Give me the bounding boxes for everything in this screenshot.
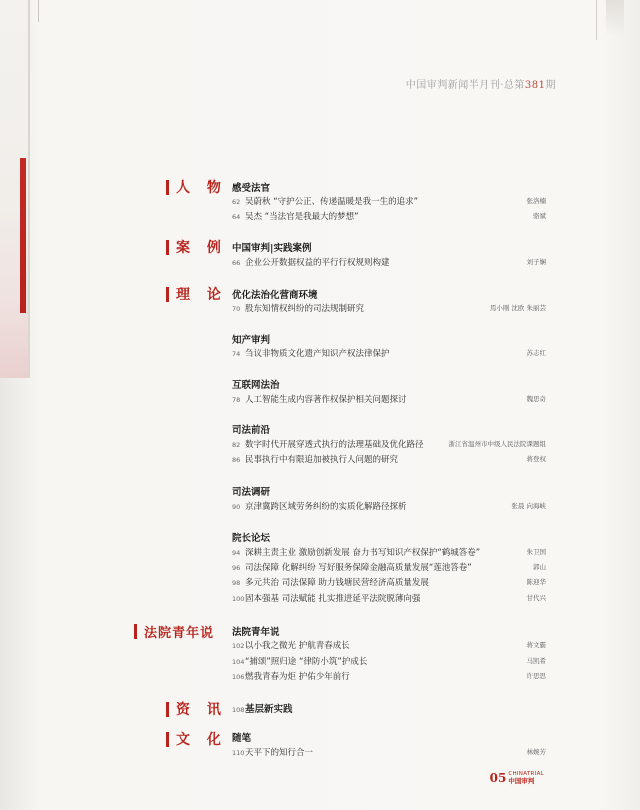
- column-title: 知产审判: [232, 335, 271, 346]
- section-anli[interactable]: [166, 237, 227, 257]
- entry-author: 蒋登权: [526, 455, 546, 463]
- column-title: 中国审判|实践案例: [232, 243, 312, 254]
- page-footer: [490, 771, 544, 785]
- section-renwu[interactable]: [166, 177, 227, 197]
- entry-author: 苏志红: [526, 349, 546, 357]
- section-lilun[interactable]: [166, 284, 227, 304]
- entry-title: 固本强基 司法赋能 扎实推进延平法院脱薄向强: [245, 594, 421, 604]
- section-zixun[interactable]: [166, 699, 227, 719]
- column-title: 法院青年说: [232, 627, 280, 638]
- section-marker: [166, 240, 169, 255]
- entry-page: 86: [232, 456, 241, 464]
- toc-entry[interactable]: [232, 500, 546, 512]
- section-label: 法院青年说: [144, 626, 215, 641]
- entry-page: 78: [232, 396, 241, 404]
- page-crease: [596, 0, 597, 40]
- section-wenhua[interactable]: [166, 729, 227, 749]
- toc-entry[interactable]: [232, 393, 546, 405]
- entry-author: 陈迎华: [526, 578, 546, 586]
- toc-entry[interactable]: [232, 302, 546, 314]
- section-marker: [166, 702, 169, 717]
- section-label: 人 物: [176, 180, 227, 196]
- toc-entry[interactable]: [232, 592, 546, 604]
- entry-page: 108: [232, 706, 245, 714]
- toc-entry[interactable]: [232, 210, 546, 222]
- toc-entry[interactable]: [232, 438, 546, 450]
- toc-entry[interactable]: [232, 347, 546, 359]
- entry-title: 股东知情权纠纷的司法规制研究: [245, 304, 365, 314]
- journal-name: 中国审判新闻半月刊·总第: [405, 80, 525, 91]
- page-edge-line: [28, 0, 30, 378]
- entry-author: 蒋文霸: [526, 641, 546, 649]
- brand-chinese: 中国审判: [508, 777, 535, 785]
- toc-entry[interactable]: [232, 746, 546, 758]
- entry-author: 张洛楠: [526, 197, 546, 205]
- entry-title: 京津冀跨区域劳务纠纷的实质化解路径探析: [245, 502, 407, 512]
- entry-title: 民事执行中有限追加被执行人问题的研究: [245, 455, 399, 465]
- entry-author: 骆斌: [533, 212, 546, 220]
- column-title: 司法前沿: [232, 425, 271, 436]
- entry-title: 燃我青春为炬 护佑少年前行: [245, 672, 350, 682]
- section-marker: [166, 180, 169, 195]
- entry-page: 62: [232, 198, 241, 206]
- column-title: 司法调研: [232, 487, 271, 498]
- toc-entry[interactable]: [232, 639, 546, 651]
- toc-entry[interactable]: [232, 655, 546, 667]
- section-label: 案 例: [176, 240, 227, 256]
- entry-page: 90: [232, 503, 241, 511]
- toc-entry[interactable]: [232, 453, 546, 465]
- entry-author: 马凯希: [526, 657, 546, 665]
- toc-entry[interactable]: [232, 256, 546, 268]
- journal-header: [406, 76, 556, 91]
- section-marker: [166, 732, 169, 747]
- section-label: 资 讯: [176, 702, 227, 718]
- entry-title: 企业公开数据权益的平行行权规则构建: [245, 258, 390, 268]
- entry-page: 66: [232, 259, 241, 267]
- toc-entry[interactable]: [232, 546, 546, 558]
- entry-page: 98: [232, 579, 241, 587]
- entry-author: 林婉芳: [526, 748, 546, 756]
- entry-page: 104: [232, 658, 245, 666]
- section-label: 理 论: [176, 287, 227, 303]
- entry-page: 96: [232, 564, 241, 572]
- entry-page: 70: [232, 305, 241, 313]
- section-marker: [166, 287, 169, 302]
- entry-author: 许思思: [526, 672, 546, 680]
- entry-title: 数字时代开展穿透式执行的法理基础及优化路径: [245, 440, 424, 450]
- entry-author: 郭山: [533, 563, 546, 571]
- toc-entry[interactable]: [232, 561, 546, 573]
- brand-logo: [508, 771, 544, 785]
- entry-title: 人工智能生成内容著作权保护相关问题探讨: [245, 395, 407, 405]
- entry-title: 深耕主责主业 激励创新发展 奋力书写知识产权保护“鹤城答卷”: [245, 548, 481, 558]
- entry-page: 74: [232, 350, 241, 358]
- entry-author: 浙江省温州市中级人民法院课题组: [448, 440, 546, 448]
- page-shadow: [606, 0, 624, 36]
- section-marker: [134, 624, 137, 639]
- issue-suffix: 期: [545, 80, 556, 91]
- brand-english: CHINATRIAL: [508, 771, 544, 777]
- column-title: 优化法治化营商环境: [232, 290, 318, 301]
- toc-entry[interactable]: [232, 576, 546, 588]
- column-title: 感受法官: [232, 183, 271, 194]
- entry-page: 94: [232, 549, 241, 557]
- page-crease: [38, 0, 39, 22]
- section-qingnian[interactable]: [134, 622, 214, 641]
- entry-title: 多元共治 司法保障 助力钱塘民营经济高质量发展: [245, 578, 429, 588]
- entry-author: 刘子娴: [526, 258, 546, 266]
- entry-title: 天平下的知行合一: [245, 748, 314, 758]
- column-title: 院长论坛: [232, 533, 271, 544]
- entry-title: 刍议非物质文化遗产知识产权法律保护: [245, 349, 390, 359]
- entry-author: 张晨 向海峡: [511, 502, 546, 510]
- issue-number: 381: [524, 80, 546, 91]
- entry-title: 吴蔚秋 “守护公正、传递温暖是我一生的追求”: [245, 197, 419, 207]
- entry-title: 以小我之微光 护航青春成长: [245, 641, 350, 651]
- entry-page: 64: [232, 213, 241, 221]
- column-title: 互联网法治: [232, 380, 280, 391]
- entry-page: 82: [232, 441, 241, 449]
- entry-author: 朱卫国: [526, 548, 546, 556]
- section-label: 文 化: [176, 732, 227, 748]
- entry-page: 106: [232, 673, 245, 681]
- entry-author: 魏思奇: [526, 395, 546, 403]
- toc-entry[interactable]: [232, 195, 546, 207]
- entry-title: 吴杰 “当法官是我最大的梦想”: [245, 212, 359, 222]
- entry-title: 司法保障 化解纠纷 写好服务保障金融高质量发展“莲池答卷”: [245, 563, 472, 573]
- entry-author: 焉小刚 沈欧 朱丽芸: [489, 304, 546, 312]
- entry-title: “捕颂”照归途 “律防小筑”护成长: [245, 657, 368, 667]
- toc-entry[interactable]: [232, 670, 546, 682]
- page-number: 05: [489, 771, 507, 785]
- entry-page: 110: [232, 749, 245, 757]
- entry-page: 102: [232, 642, 245, 650]
- toc-entry[interactable]: [232, 701, 546, 713]
- entry-title: 基层新实践: [245, 704, 293, 715]
- column-title: 随笔: [232, 733, 252, 744]
- facing-page-red-mark: [20, 158, 26, 313]
- entry-page: 100: [232, 595, 245, 603]
- entry-author: 甘代兴: [526, 594, 546, 602]
